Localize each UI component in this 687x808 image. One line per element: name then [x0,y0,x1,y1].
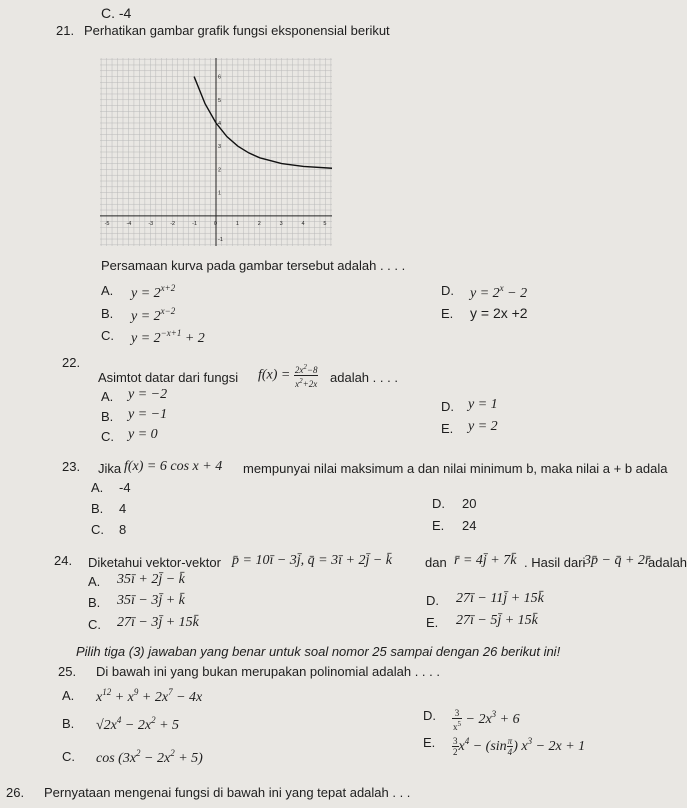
q21-label-d: D. [441,283,454,298]
q24-vector-r: r̄ = 4j̄ + 7k̄ [454,553,517,568]
q22-option-b: y = −1 [128,407,168,422]
x-tick-label: 1 [235,220,239,227]
q22-label-e: E. [441,421,454,436]
y-tick-label: 3 [218,144,222,151]
y-tick-label: 5 [218,97,222,104]
q25-label-a: A. [62,688,75,703]
q24-label-e: E. [426,615,439,630]
q21-label-c: C. [101,328,114,343]
q24-option-c: 27ī − 3j̄ + 15k̄ [117,615,199,630]
q25-label-d: D. [423,708,436,723]
q23-option-c: 8 [119,522,127,537]
instruction-text: Pilih tiga (3) jawaban yang benar untuk soal nomor 25 sampai dengan 26 berikut ini! [76,644,561,659]
x-tick-label: -1 [192,220,198,227]
q22-stem-after: adalah . . . . [330,370,398,385]
q23-label-e: E. [432,518,445,533]
q21-label-a: A. [101,283,114,298]
q25-option-e: $\frac{3}{2}$ $x^4 - (\sin$ $\frac{\pi}{4}$ ) $x^3 - 2x + 1$ [453,736,586,758]
q24-option-d: 27ī − 11j̄ + 15k̄ [456,591,544,606]
q22-number: 22. [62,355,81,370]
y-tick-label: 6 [218,74,222,81]
q24-expression: 3p̄ − q̄ + 2r̄ [584,553,651,568]
prev-option-c: C. -4 [101,5,132,21]
q22-label-b: B. [101,409,114,424]
q23-function: f(x) = 6 cos x + 4 [124,459,223,474]
q25-label-e: E. [423,735,436,750]
q21-option-a: $y = 2^{x+2}$ [131,283,176,301]
x-tick-label: 4 [301,220,305,227]
q21-label-b: B. [101,306,114,321]
q25-stem: Di bawah ini yang bukan merupakan polinomial adalah . . . . [96,664,440,679]
q24-option-b: 35ī − 3j̄ + k̄ [117,593,185,608]
q25-option-b: $√2x^4 - 2x^2 + 5$ [96,715,180,733]
q26-number: 26. [6,785,25,800]
x-tick-label: 2 [257,220,261,227]
q24-option-a: 35ī + 2j̄ − k̄ [117,572,185,587]
q24-adalah: adalah [648,555,687,570]
q23-label-a: A. [91,480,104,495]
y-tick-label: 1 [218,190,222,197]
q22-option-c: y = 0 [128,427,158,442]
q23-option-e: 24 [462,518,477,533]
q23-stem-after: mempunyai nilai maksimum a dan nilai minimum b, maka nilai a + b adala [243,461,668,476]
q24-stem-before: Diketahui vektor-vektor [88,555,221,570]
q22-label-d: D. [441,399,454,414]
q26-stem: Pernyataan mengenai fungsi di bawah ini yang tepat adalah . . . [44,785,411,800]
x-tick-label: 0 [214,220,218,227]
q25-label-c: C. [62,749,75,764]
exponential-graph [96,54,336,250]
q23-label-c: C. [91,522,104,537]
q23-option-a: -4 [119,480,131,495]
q25-number: 25. [58,664,77,679]
q22-label-a: A. [101,389,114,404]
q21-intro: Perhatikan gambar grafik fungsi eksponensial berikut [84,23,390,38]
x-tick-label: 3 [279,220,283,227]
q21-option-b: $y = 2^{x-2}$ [131,306,176,324]
x-tick-label: -5 [104,220,110,227]
q22-option-e: y = 2 [468,419,498,434]
q23-label-d: D. [432,496,445,511]
q21-option-d: $y = 2^x - 2$ [470,283,528,301]
q22-option-a: y = −2 [128,387,168,402]
q22-option-d: y = 1 [468,397,498,412]
q23-option-d: 20 [462,496,477,511]
q24-label-a: A. [88,574,101,589]
q25-option-a: $x^{12} + x^9 + 2x^7 - 4x$ [96,687,203,705]
q23-option-b: 4 [119,501,127,516]
q25-option-d: $\frac{3}{x^5}$ − $2x^3 + 6$ [453,707,520,732]
q21-question: Persamaan kurva pada gambar tersebut adalah . . . . [101,258,406,273]
y-tick-label: 2 [218,167,222,174]
q24-label-b: B. [88,595,101,610]
q23-jika: Jika [98,461,122,476]
y-tick-label: 4 [218,120,222,127]
q24-label-c: C. [88,617,101,632]
q21-label-e: E. [441,306,454,321]
curve-line [194,74,332,169]
q21-option-c: $y = 2^{-x+1} + 2$ [131,328,205,346]
q25-option-c: $\cos (3x^2 - 2x^2 + 5)$ [96,748,203,766]
q22-stem-before: Asimtot datar dari fungsi [98,370,239,385]
q24-hasil: . Hasil dari [524,555,586,570]
x-tick-label: 5 [323,220,327,227]
q24-option-e: 27ī − 5j̄ + 15k̄ [456,613,538,628]
x-tick-label: -3 [148,220,154,227]
q23-label-b: B. [91,501,104,516]
q24-dan: dan [425,555,447,570]
q24-vectors: p̄ = 10ī − 3j̄, q̄ = 3ī + 2j̄ − k̄ [232,553,393,568]
x-tick-label: -4 [126,220,132,227]
q23-number: 23. [62,459,81,474]
x-tick-label: -2 [170,220,176,227]
q21-option-e: y = 2x +2 [470,305,528,321]
q22-label-c: C. [101,429,114,444]
q21-number: 21. [56,23,75,38]
q24-number: 24. [54,553,73,568]
q25-label-b: B. [62,716,75,731]
q24-label-d: D. [426,593,439,608]
q22-function: f(x) = $\frac{2x^2-8}{x^2+2x}$ [258,363,318,389]
y-tick-label: -1 [218,237,223,244]
